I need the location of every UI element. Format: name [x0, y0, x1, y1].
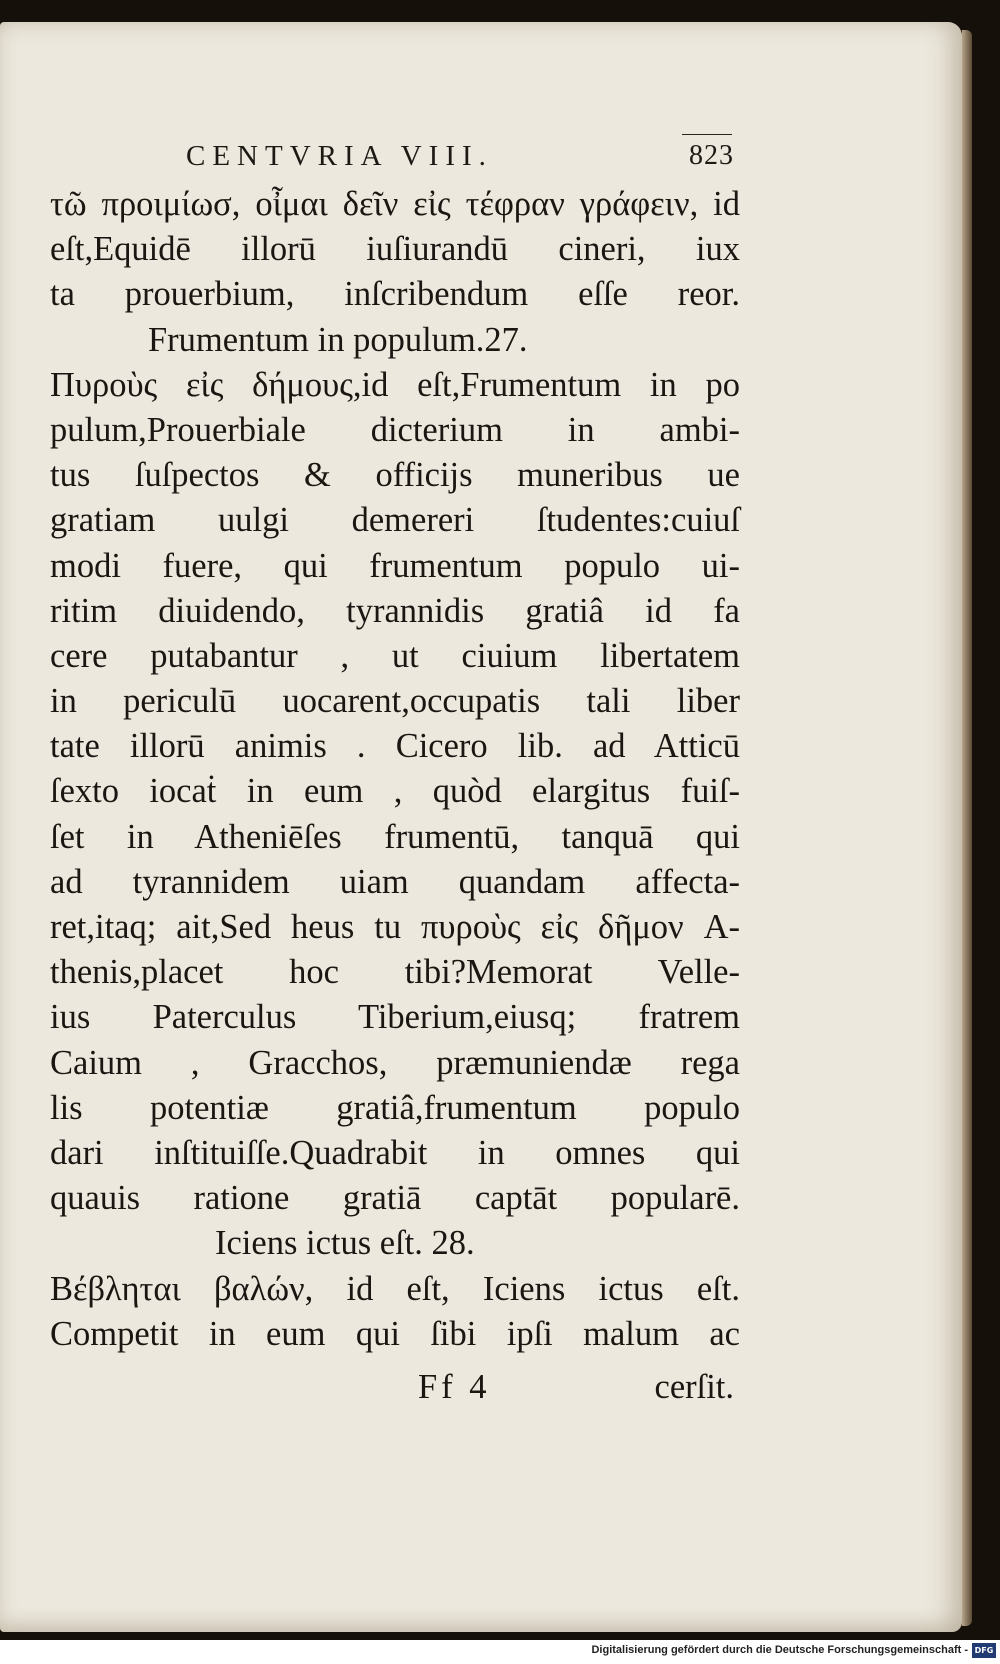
text-line: modi fuere, qui frumentum populo ui-	[50, 546, 740, 585]
text-line: Πυροὺς εἰς δήμους,id eſt,Frumentum in po	[50, 365, 740, 404]
folio-rule	[682, 134, 732, 135]
proverb-heading: Iciens ictus eſt. 28.	[215, 1224, 475, 1263]
catchword: cerſit.	[654, 1368, 734, 1406]
text-line: gratiam uulgi demereri ſtudentes:cuiuſ	[50, 501, 740, 540]
text-line: in periculū uocarent,occupatis tali liber	[50, 682, 740, 721]
credit-bar	[0, 1640, 1000, 1664]
catch-line	[0, 1368, 734, 1414]
running-head: CENTVRIA VIII.	[186, 140, 493, 172]
text-line: dari inſtituiſſe.Quadrabit in omnes qui	[50, 1133, 740, 1172]
text-line: ritim diuidendo, tyrannidis gratiâ id fa	[50, 591, 740, 630]
text-line: ſexto iocaṫ in eum , quòd elargitus fuiſ-	[50, 772, 740, 811]
text-line: tus ſuſpectos & officijs muneribus ue	[50, 456, 740, 495]
text-line: Competit in eum qui ſibi ipſi malum ac	[50, 1314, 740, 1353]
text-line: ret,itaq; ait,Sed heus tu πυροὺς εἰς δῆμον A-	[50, 908, 740, 946]
signature-mark: Ff 4	[418, 1368, 491, 1406]
credit-text: Digitalisierung gefördert durch die Deutsche Forschungsgemeinschaft -	[591, 1644, 968, 1656]
book-page	[0, 22, 962, 1632]
text-line: τῶ προιμίωσ, οἶμαι δεῖν εἰς τέφραν γράφειν, id	[50, 185, 740, 223]
text-line: ta prouerbium, inſcribendum eſſe reor.	[50, 275, 740, 314]
text-line: ius Paterculus Tiberium,eiusq; fratrem	[50, 998, 740, 1037]
proverb-heading: Frumentum in populum.27.	[148, 320, 528, 359]
page-edge	[962, 30, 972, 1626]
text-line: eſt,Equidē illorū iuſiurandū cineri, iux	[50, 230, 740, 269]
text-line: ſet in Atheniēſes frumentū, tanquā qui	[50, 817, 740, 856]
text-line: lis potentiæ gratiâ,frumentum populo	[50, 1088, 740, 1127]
text-line: cere putabantur , ut ciuium libertatem	[50, 636, 740, 675]
text-line: quauis ratione gratiā captāt popularē.	[50, 1179, 740, 1218]
body-text	[50, 182, 740, 1357]
text-line: ad tyrannidem uiam quandam affecta-	[50, 862, 740, 901]
text-line: tate illorū animis . Cicero lib. ad Atticū	[50, 727, 740, 766]
page-header	[186, 140, 734, 180]
text-line: Caium , Gracchos, præmuniendæ rega	[50, 1043, 740, 1082]
dfg-logo: DFG	[972, 1643, 996, 1658]
text-line: thenis,placet hoc tibi?Memorat Velle-	[50, 953, 740, 992]
text-line: Βέβληται βαλών, id eſt, Iciens ictus eſt.	[50, 1269, 740, 1308]
page-number: 823	[689, 140, 734, 171]
text-line: pulum,Prouerbiale dicterium in ambi-	[50, 410, 740, 449]
